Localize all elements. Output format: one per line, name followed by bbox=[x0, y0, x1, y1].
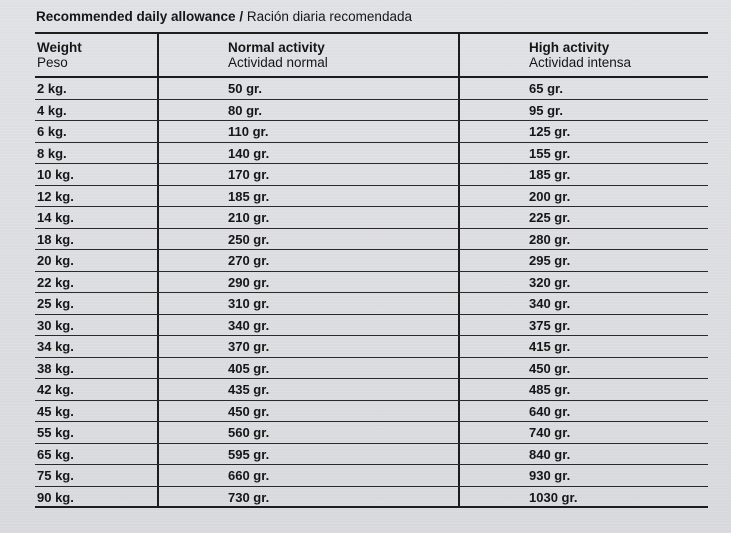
high-activity-cell: 95 gr. bbox=[529, 102, 563, 118]
normal-activity-cell: 730 gr. bbox=[228, 489, 270, 505]
normal-activity-cell: 310 gr. bbox=[228, 296, 270, 311]
title-english: Recommended daily allowance bbox=[36, 9, 236, 24]
weight-cell: 6 kg. bbox=[37, 124, 67, 139]
normal-activity-cell: 250 gr. bbox=[228, 231, 270, 247]
table-row bbox=[35, 186, 708, 208]
weight-cell: 4 kg. bbox=[37, 102, 67, 118]
weight-cell: 38 kg. bbox=[37, 360, 74, 376]
table-row bbox=[35, 336, 708, 358]
weight-cell: 34 kg. bbox=[37, 339, 74, 354]
high-activity-cell: 320 gr. bbox=[529, 274, 571, 290]
high-activity-cell: 185 gr. bbox=[529, 167, 571, 182]
weight-cell: 12 kg. bbox=[37, 188, 74, 204]
normal-activity-cell: 170 gr. bbox=[228, 167, 270, 182]
table-row bbox=[35, 272, 708, 294]
high-activity-cell: 340 gr. bbox=[529, 296, 571, 311]
normal-activity-cell: 290 gr. bbox=[228, 274, 270, 290]
table-header bbox=[35, 34, 708, 78]
weight-cell: 14 kg. bbox=[37, 210, 74, 225]
high-activity-cell: 930 gr. bbox=[529, 468, 571, 483]
normal-activity-cell: 50 gr. bbox=[228, 81, 262, 96]
table-row bbox=[35, 293, 708, 315]
high-activity-cell: 225 gr. bbox=[529, 210, 571, 225]
weight-cell: 30 kg. bbox=[37, 317, 74, 333]
normal-activity-cell: 140 gr. bbox=[228, 145, 270, 161]
weight-cell: 2 kg. bbox=[37, 81, 67, 96]
title-spanish: Ración diaria recomendada bbox=[246, 9, 412, 24]
high-activity-cell: 65 gr. bbox=[529, 81, 563, 96]
high-activity-cell: 485 gr. bbox=[529, 382, 571, 397]
normal-activity-cell: 340 gr. bbox=[228, 317, 270, 333]
header-normal-activity bbox=[228, 40, 328, 70]
weight-cell: 55 kg. bbox=[37, 425, 74, 440]
table-row bbox=[35, 207, 708, 229]
table-row bbox=[35, 379, 708, 401]
high-activity-cell: 840 gr. bbox=[529, 446, 571, 462]
table-row bbox=[35, 444, 708, 466]
table-row bbox=[35, 78, 708, 100]
weight-cell: 45 kg. bbox=[37, 403, 74, 419]
normal-activity-cell: 210 gr. bbox=[228, 210, 270, 225]
high-activity-cell: 640 gr. bbox=[529, 403, 571, 419]
weight-cell: 25 kg. bbox=[37, 296, 74, 311]
normal-activity-cell: 110 gr. bbox=[228, 124, 269, 139]
high-activity-cell: 125 gr. bbox=[529, 124, 571, 139]
title-separator: / bbox=[239, 9, 244, 24]
weight-cell: 8 kg. bbox=[37, 145, 67, 161]
normal-activity-cell: 595 gr. bbox=[228, 446, 270, 462]
header-weight-en: Weight bbox=[37, 40, 82, 55]
allowance-table bbox=[35, 32, 708, 508]
header-weight bbox=[37, 40, 82, 70]
high-activity-cell: 450 gr. bbox=[529, 360, 571, 376]
weight-cell: 42 kg. bbox=[37, 382, 74, 397]
weight-cell: 65 kg. bbox=[37, 446, 74, 462]
table-row bbox=[35, 121, 708, 143]
table-row bbox=[35, 164, 708, 186]
table-row bbox=[35, 465, 708, 487]
weight-cell: 18 kg. bbox=[37, 231, 74, 247]
normal-activity-cell: 185 gr. bbox=[228, 188, 270, 204]
table-row bbox=[35, 143, 708, 165]
high-activity-cell: 415 gr. bbox=[529, 339, 571, 354]
normal-activity-cell: 450 gr. bbox=[228, 403, 270, 419]
header-weight-es: Peso bbox=[37, 55, 68, 70]
normal-activity-cell: 660 gr. bbox=[228, 468, 270, 483]
table-row bbox=[35, 250, 708, 272]
high-activity-cell: 1030 gr. bbox=[529, 489, 578, 505]
high-activity-cell: 295 gr. bbox=[529, 253, 571, 268]
table-title bbox=[36, 9, 412, 25]
table-body bbox=[35, 78, 708, 508]
high-activity-cell: 200 gr. bbox=[529, 188, 571, 204]
normal-activity-cell: 370 gr. bbox=[228, 339, 270, 354]
header-high-es: Actividad intensa bbox=[529, 55, 632, 70]
weight-cell: 10 kg. bbox=[37, 167, 74, 182]
table-row bbox=[35, 487, 708, 509]
normal-activity-cell: 80 gr. bbox=[228, 102, 262, 118]
high-activity-cell: 155 gr. bbox=[529, 145, 571, 161]
weight-cell: 22 kg. bbox=[37, 274, 74, 290]
header-normal-en: Normal activity bbox=[228, 40, 325, 55]
normal-activity-cell: 405 gr. bbox=[228, 360, 270, 376]
header-high-en: High activity bbox=[529, 40, 610, 55]
table-row bbox=[35, 358, 708, 380]
high-activity-cell: 280 gr. bbox=[529, 231, 571, 247]
table-row bbox=[35, 401, 708, 423]
weight-cell: 90 kg. bbox=[37, 489, 74, 505]
table-row bbox=[35, 229, 708, 251]
weight-cell: 75 kg. bbox=[37, 468, 74, 483]
high-activity-cell: 375 gr. bbox=[529, 317, 571, 333]
header-normal-es: Actividad normal bbox=[228, 55, 328, 70]
normal-activity-cell: 270 gr. bbox=[228, 253, 270, 268]
header-high-activity bbox=[529, 40, 631, 70]
table-row bbox=[35, 100, 708, 122]
normal-activity-cell: 435 gr. bbox=[228, 382, 270, 397]
table-row bbox=[35, 315, 708, 337]
normal-activity-cell: 560 gr. bbox=[228, 425, 270, 440]
table-row bbox=[35, 422, 708, 444]
weight-cell: 20 kg. bbox=[37, 253, 74, 268]
high-activity-cell: 740 gr. bbox=[529, 425, 571, 440]
